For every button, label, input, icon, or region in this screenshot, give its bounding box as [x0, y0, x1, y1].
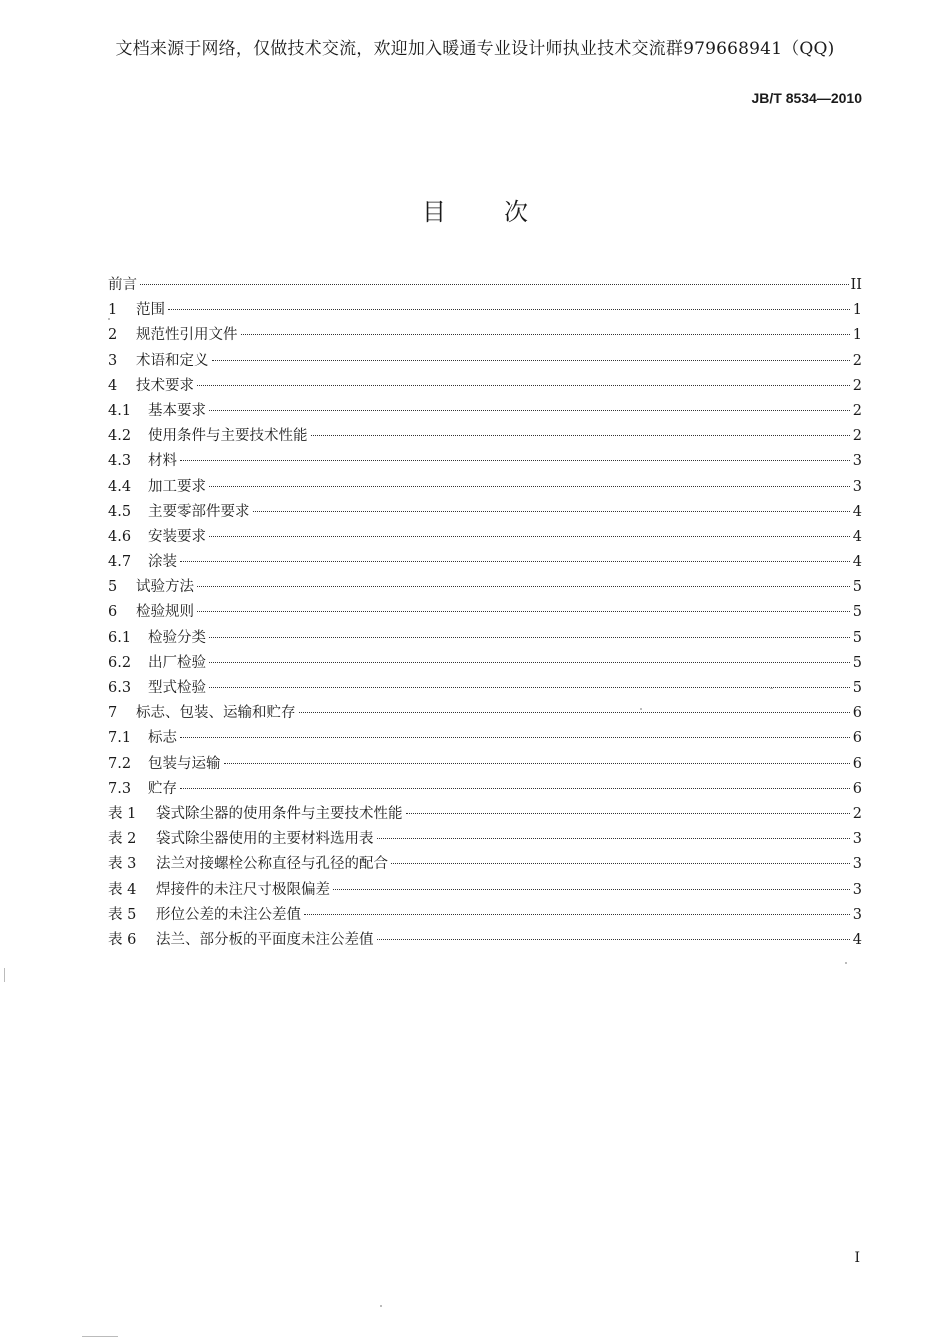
dot-leader: [224, 763, 851, 764]
dot-leader: [180, 561, 850, 562]
toc-entry-number: 6.2: [108, 654, 132, 671]
toc-entry-page: 2: [852, 352, 862, 369]
toc-entry[interactable]: [108, 701, 862, 726]
toc-entry-number: 表 2: [108, 831, 137, 848]
table-of-contents: [108, 273, 862, 953]
dot-leader: [209, 410, 850, 411]
toc-entry-number: 7.2: [108, 755, 132, 772]
dot-leader: [180, 460, 850, 461]
toc-entry[interactable]: [108, 273, 862, 298]
toc-entry-number: 4.6: [108, 528, 132, 545]
dot-leader: [253, 511, 851, 512]
toc-entry-title: 焊接件的未注尺寸极限偏差: [156, 881, 330, 898]
toc-entry-title: 前言: [108, 277, 137, 293]
toc-entry[interactable]: [108, 726, 862, 751]
toc-entry[interactable]: [108, 651, 862, 676]
toc-entry[interactable]: [108, 550, 862, 575]
toc-entry[interactable]: [108, 878, 862, 903]
dot-leader: [180, 788, 850, 789]
toc-entry-title: 袋式除尘器的使用条件与主要技术性能: [156, 805, 403, 822]
toc-entry-title: 包装与运输: [148, 755, 221, 772]
dot-leader: [197, 586, 850, 587]
toc-entry-number: 4: [108, 377, 118, 394]
toc-entry[interactable]: [108, 399, 862, 424]
toc-entry-number: 表 3: [108, 856, 137, 873]
toc-entry[interactable]: [108, 575, 862, 600]
toc-entry-page: 1: [852, 302, 862, 319]
toc-entry-page: 2: [852, 805, 862, 822]
dot-leader: [209, 662, 850, 663]
dot-leader: [333, 889, 850, 890]
toc-entry-title: 标志、包装、运输和贮存: [136, 705, 296, 722]
toc-entry-page: 5: [852, 604, 862, 621]
toc-entry-page: 2: [852, 377, 862, 394]
toc-entry-number: 4.1: [108, 402, 132, 419]
dot-leader: [209, 486, 850, 487]
toc-entry-title: 检验分类: [148, 629, 206, 646]
toc-entry-page: 6: [852, 705, 862, 722]
toc-entry-title: 法兰对接螺栓公称直径与孔径的配合: [156, 856, 388, 873]
toc-entry-title: 规范性引用文件: [136, 327, 238, 344]
toc-entry[interactable]: [108, 475, 862, 500]
toc-entry-page: 4: [852, 554, 862, 571]
toc-entry-page: 3: [852, 831, 862, 848]
toc-entry[interactable]: [108, 500, 862, 525]
dot-leader: [304, 914, 850, 915]
source-banner: 文档来源于网络，仅做技术交流，欢迎加入暖通专业设计师执业技术交流群979668941（QQ): [115, 39, 835, 59]
toc-entry-title: 型式检验: [148, 680, 206, 696]
toc-entry-number: 表 6: [108, 931, 137, 948]
toc-entry[interactable]: [108, 374, 862, 399]
toc-entry-title: 涂装: [148, 554, 177, 571]
dot-leader: [406, 813, 851, 814]
standard-code: JB/T 8534—2010: [751, 90, 862, 106]
dot-leader: [209, 687, 850, 688]
toc-entry[interactable]: [108, 752, 862, 777]
toc-entry-number: 6.1: [108, 629, 132, 646]
toc-entry[interactable]: [108, 777, 862, 802]
toc-entry-number: 6: [108, 604, 118, 621]
toc-entry-page: 3: [852, 856, 862, 873]
dot-leader: [391, 863, 850, 864]
toc-entry-number: 表 1: [108, 805, 137, 822]
toc-entry-number: 7.1: [108, 730, 132, 747]
toc-entry-title: 基本要求: [148, 402, 206, 419]
toc-entry-page: 3: [852, 478, 862, 495]
toc-entry-title: 加工要求: [148, 478, 206, 495]
dot-leader: [168, 309, 850, 310]
toc-entry-number: 4.5: [108, 503, 132, 520]
toc-entry[interactable]: [108, 323, 862, 348]
toc-entry-title: 出厂检验: [148, 654, 206, 671]
toc-entry-title: 检验规则: [136, 604, 194, 621]
toc-entry[interactable]: [108, 424, 862, 449]
dot-leader: [311, 435, 851, 436]
toc-entry-title: 试验方法: [136, 579, 194, 596]
toc-entry-title: 法兰、部分板的平面度未注公差值: [156, 931, 374, 948]
toc-entry-page: 2: [852, 428, 862, 445]
toc-entry-page: 5: [852, 579, 862, 596]
toc-entry-number: 5: [108, 579, 118, 596]
toc-entry-number: 7.3: [108, 780, 132, 797]
dot-leader: [377, 939, 851, 940]
toc-entry-number: 表 5: [108, 906, 137, 923]
dot-leader: [197, 611, 850, 612]
toc-entry-page: 6: [852, 730, 862, 747]
toc-entry[interactable]: [108, 298, 862, 323]
toc-entry-title: 形位公差的未注公差值: [156, 906, 301, 923]
toc-entry[interactable]: [108, 525, 862, 550]
toc-entry[interactable]: [108, 802, 862, 827]
dot-leader: [377, 838, 851, 839]
toc-entry-page: 3: [852, 906, 862, 923]
toc-entry[interactable]: [108, 600, 862, 625]
toc-entry-number: 4.4: [108, 478, 132, 495]
toc-title: 目次: [422, 198, 586, 226]
dot-leader: [209, 536, 850, 537]
toc-entry-page: 2: [852, 402, 862, 419]
toc-entry-title: 范围: [136, 302, 165, 319]
toc-entry-number: 4.2: [108, 428, 132, 445]
toc-entry[interactable]: [108, 349, 862, 374]
page-number: I: [854, 1250, 860, 1266]
toc-entry-number: 3: [108, 352, 118, 369]
toc-entry[interactable]: [108, 928, 862, 953]
toc-entry-title: 安装要求: [148, 528, 206, 545]
toc-entry-number: 2: [108, 327, 118, 344]
dot-leader: [197, 385, 850, 386]
toc-entry[interactable]: [108, 626, 862, 651]
toc-entry[interactable]: [108, 852, 862, 877]
toc-entry-page: 6: [852, 780, 862, 797]
toc-entry-title: 使用条件与主要技术性能: [148, 428, 308, 445]
dot-leader: [212, 360, 851, 361]
toc-entry-number: 表 4: [108, 881, 137, 898]
toc-entry-title: 袋式除尘器使用的主要材料选用表: [156, 831, 374, 848]
toc-entry-title: 主要零部件要求: [148, 503, 250, 520]
toc-entry-page: 5: [852, 654, 862, 671]
toc-entry-page: 5: [852, 629, 862, 646]
toc-entry-title: 技术要求: [136, 377, 194, 394]
toc-entry-number: 4.3: [108, 453, 132, 470]
toc-entry-number: 7: [108, 705, 118, 722]
dot-leader: [241, 334, 851, 335]
dot-leader: [299, 712, 851, 713]
toc-entry-page: 1: [852, 327, 862, 344]
toc-entry-page: 4: [852, 931, 862, 948]
toc-entry[interactable]: [108, 827, 862, 852]
dot-leader: [209, 637, 850, 638]
toc-entry-page: 4: [852, 503, 862, 520]
toc-entry[interactable]: [108, 449, 862, 474]
toc-entry-number: 4.7: [108, 554, 132, 571]
toc-entry-page: 4: [852, 528, 862, 545]
toc-entry-page: 3: [852, 453, 862, 470]
dot-leader: [180, 737, 850, 738]
toc-entry-page: 3: [852, 881, 862, 898]
toc-entry-page: II: [850, 277, 862, 293]
toc-entry-number: 6.3: [108, 680, 132, 696]
dot-leader: [140, 284, 849, 285]
toc-entry-title: 材料: [148, 453, 177, 470]
toc-entry[interactable]: [108, 903, 862, 928]
toc-entry-title: 贮存: [148, 780, 177, 797]
toc-entry-number: 1: [108, 302, 118, 319]
toc-entry-page: 6: [852, 755, 862, 772]
toc-entry[interactable]: [108, 676, 862, 701]
toc-entry-title: 术语和定义: [136, 352, 209, 369]
toc-entry-title: 标志: [148, 730, 177, 747]
toc-entry-page: 5: [852, 680, 862, 696]
